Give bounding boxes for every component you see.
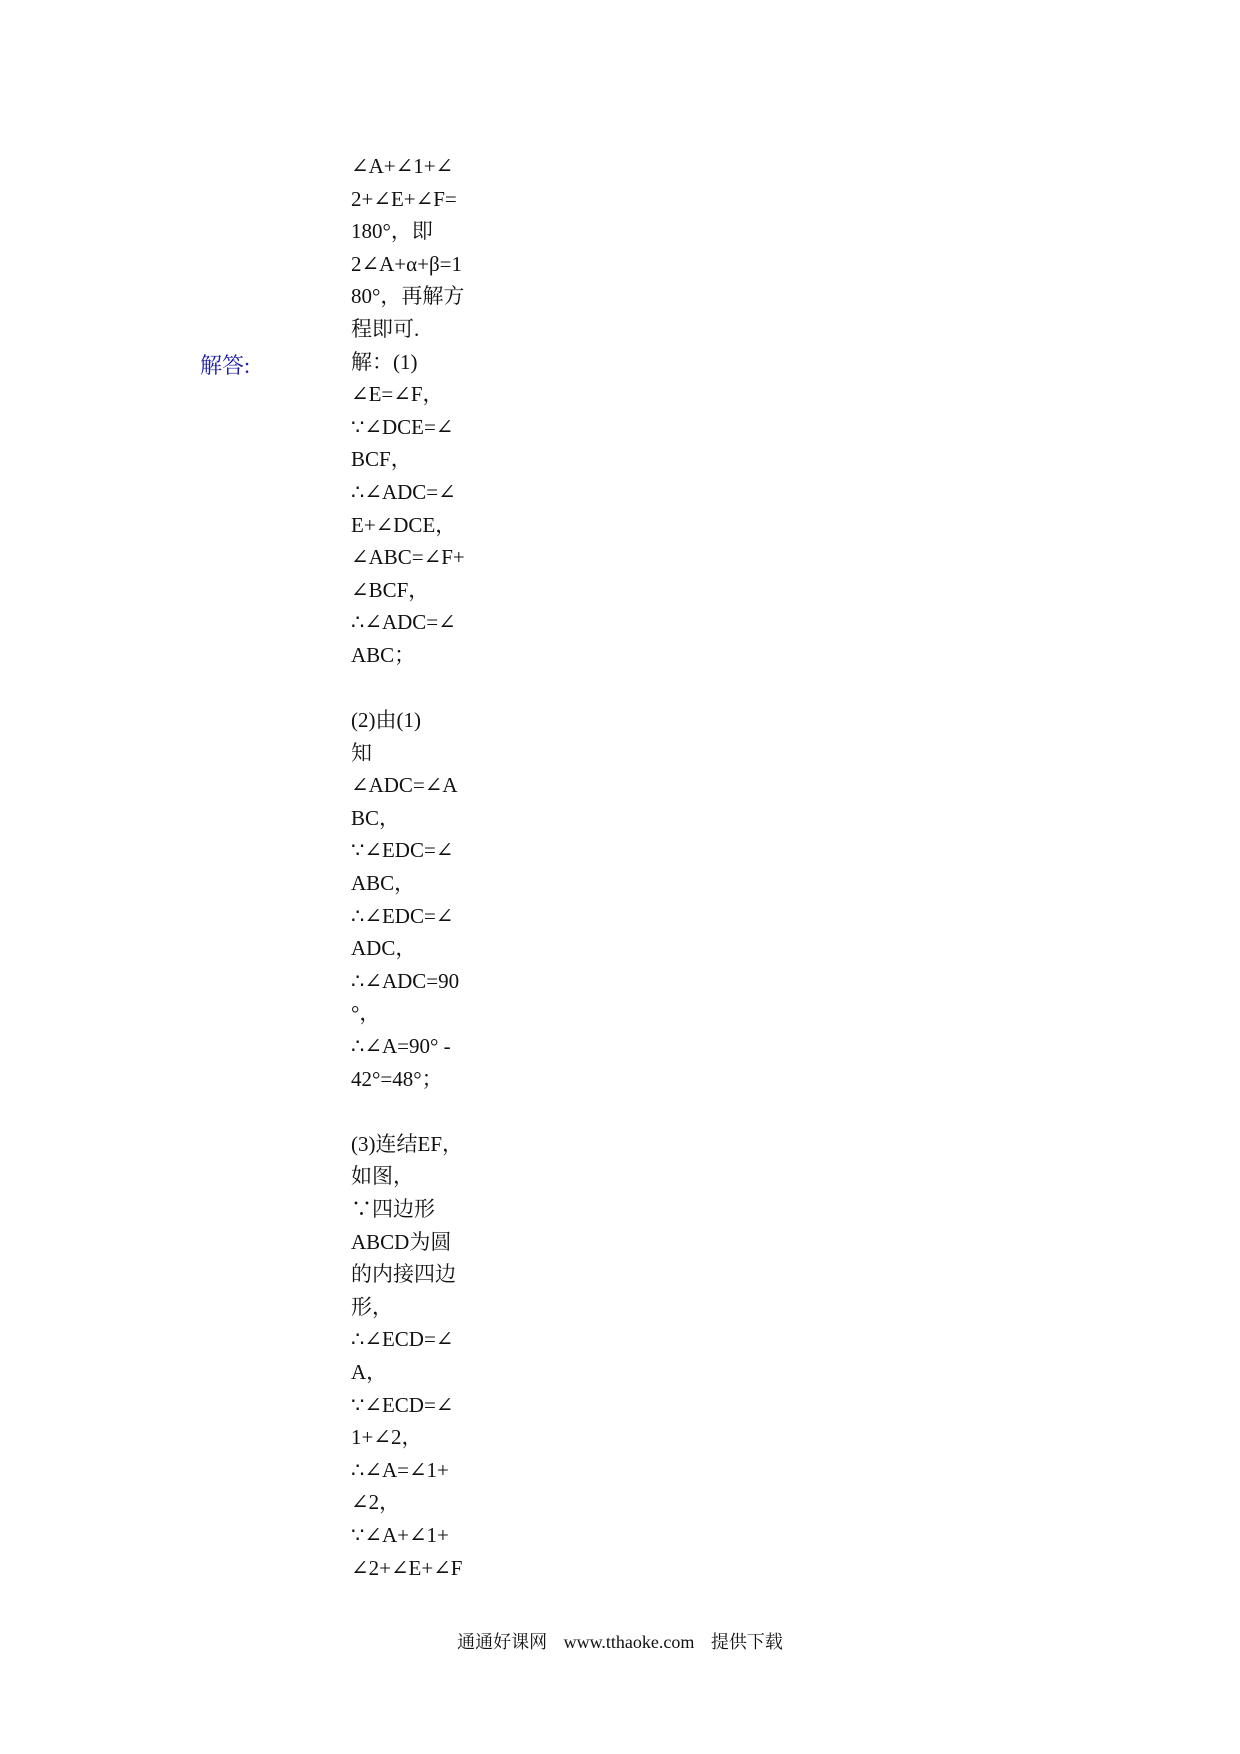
solution-line: ∵∠EDC=∠ <box>351 838 454 863</box>
solution-line: ∴∠ECD=∠ <box>351 1327 454 1352</box>
solution-line: ABCD为圆 <box>351 1229 452 1254</box>
solution-line: ∴∠ADC=90 <box>351 968 460 993</box>
solution-text-column <box>351 150 491 1584</box>
solution-line: ∵∠ECD=∠ <box>351 1392 454 1417</box>
solution-line: ∴∠A=90° - <box>351 1034 451 1059</box>
solution-line: ∵∠A+∠1+ <box>351 1522 449 1547</box>
blank-line <box>351 672 491 705</box>
solution-line: ∴∠ADC=∠ <box>351 610 456 635</box>
solution-line: ∴∠ADC=∠ <box>351 479 456 504</box>
solution-line: ∠ABC=∠F+ <box>351 545 465 570</box>
solution-line: °， <box>351 1001 381 1026</box>
solution-line: ∵∠DCE=∠ <box>351 414 454 439</box>
solution-line: ABC， <box>351 871 416 896</box>
solution-line: ∵四边形 <box>351 1197 435 1221</box>
footer-suffix: 提供下载 <box>710 1632 783 1652</box>
solution-line: ∠2+∠E+∠F <box>351 1555 463 1580</box>
solution-line: (2)由(1) <box>351 708 421 733</box>
solution-line: 的内接四边 <box>351 1262 456 1287</box>
footer-url: www.tthaoke.com <box>563 1632 695 1652</box>
solution-line: (3)连结EF， <box>351 1131 463 1156</box>
solution-line: ∠BCF， <box>351 577 430 602</box>
solution-line: 程即可. <box>351 316 420 341</box>
solution-line: E+∠DCE， <box>351 512 457 537</box>
solution-line: 解：(1) <box>351 349 418 374</box>
solution-line: 42°=48°； <box>351 1066 443 1091</box>
answer-label: 解答: <box>200 353 251 378</box>
solution-line: ∴∠A=∠1+ <box>351 1457 449 1482</box>
solution-line: 2+∠E+∠F= <box>351 186 457 211</box>
solution-line: 180°，即 <box>351 219 433 244</box>
solution-line: A， <box>351 1359 388 1384</box>
solution-line: ∠2， <box>351 1490 401 1515</box>
solution-line: 80°，再解方 <box>351 284 465 309</box>
solution-line: ∴∠EDC=∠ <box>351 903 454 928</box>
solution-line: ∠A+∠1+∠ <box>351 154 454 178</box>
blank-line <box>351 1095 491 1128</box>
solution-line: ADC， <box>351 936 417 961</box>
solution-line: BC， <box>351 805 401 830</box>
solution-line: BCF， <box>351 447 412 472</box>
solution-line: 2∠A+α+β=1 <box>351 251 462 276</box>
solution-line: 形， <box>351 1294 393 1319</box>
solution-line: 知 <box>351 740 372 765</box>
page-footer <box>0 1630 1240 1654</box>
solution-line: ∠ADC=∠A <box>351 773 458 798</box>
solution-line: 1+∠2， <box>351 1425 423 1450</box>
footer-site-name: 通通好课网 <box>457 1632 548 1652</box>
solution-line: ABC； <box>351 642 416 667</box>
solution-line: ∠E=∠F， <box>351 382 444 407</box>
solution-line: 如图， <box>351 1164 414 1189</box>
